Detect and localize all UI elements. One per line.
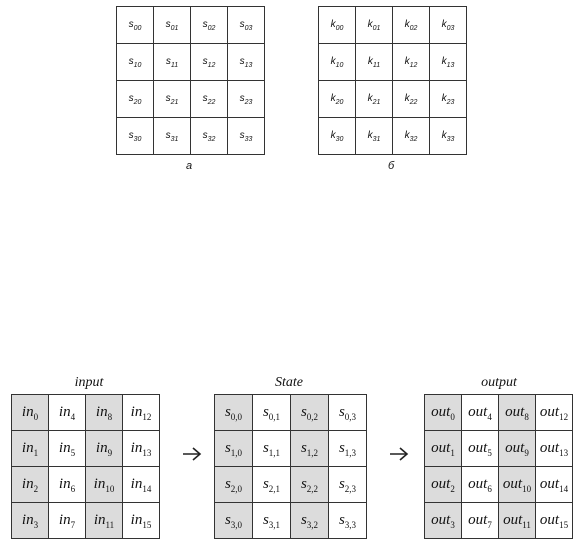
matrix-a-cell (117, 81, 154, 118)
cell-symbol: s (262, 511, 269, 528)
matrix-b-cell (356, 44, 393, 81)
cell-index: 1,1 (268, 447, 281, 458)
output-cell (462, 503, 499, 539)
matrix-row (12, 431, 160, 467)
cell-index: 10 (105, 483, 115, 494)
input-cell (123, 431, 160, 467)
cell-symbol: k (367, 129, 373, 141)
output-cell (462, 431, 499, 467)
cell-symbol: out (503, 511, 523, 528)
matrix-row (425, 503, 573, 539)
matrix-row (215, 503, 367, 539)
input-cell (86, 467, 123, 503)
matrix-b-cell (356, 81, 393, 118)
cell-index: 12 (559, 411, 569, 422)
cell-index: 15 (142, 519, 152, 530)
cell-symbol: k (367, 92, 373, 104)
matrix-a-cell (154, 81, 191, 118)
matrix-row (319, 44, 467, 81)
cell-symbol: s (224, 403, 231, 420)
cell-symbol: s (128, 92, 134, 104)
matrix-a-cell (117, 44, 154, 81)
input-cell (123, 503, 160, 539)
cell-index: 13 (142, 447, 152, 458)
input-cell (12, 431, 49, 467)
cell-symbol: k (404, 55, 410, 67)
output-cell (536, 467, 573, 503)
cell-symbol: s (239, 55, 245, 67)
matrix-row (117, 44, 265, 81)
output-cell (425, 503, 462, 539)
cell-symbol: s (224, 439, 231, 456)
cell-index: 8 (107, 411, 113, 422)
cell-index: 15 (559, 519, 569, 530)
cell-symbol: s (239, 129, 245, 141)
cell-index: 01 (372, 24, 381, 32)
matrix-a-cell (154, 44, 191, 81)
cell-symbol: in (95, 403, 108, 420)
cell-symbol: out (468, 439, 488, 456)
cell-index: 20 (335, 98, 344, 106)
input-cell (123, 395, 160, 431)
cell-index: 0 (33, 411, 39, 422)
state-cell (291, 431, 329, 467)
cell-index: 8 (524, 411, 529, 422)
output-cell (499, 467, 536, 503)
cell-symbol: s (300, 403, 307, 420)
state-cell (253, 503, 291, 539)
caption-b: б (388, 160, 395, 172)
cell-index: 30 (335, 135, 344, 143)
matrix-row (425, 431, 573, 467)
cell-symbol: k (441, 18, 447, 30)
cell-symbol: s (202, 129, 208, 141)
cell-symbol: in (21, 511, 34, 528)
matrix-b-cell (319, 81, 356, 118)
cell-index: 23 (446, 98, 455, 106)
cell-symbol: k (330, 55, 336, 67)
cell-symbol: s (128, 18, 134, 30)
cell-symbol: in (93, 511, 106, 528)
cell-symbol: out (431, 439, 451, 456)
input-cell (12, 503, 49, 539)
matrix-row (12, 467, 160, 503)
output-cell (425, 431, 462, 467)
state-cell (215, 395, 253, 431)
cell-index: 3,3 (344, 519, 357, 530)
matrix-row (425, 395, 573, 431)
cell-symbol: s (338, 403, 345, 420)
cell-index: 5 (487, 447, 492, 458)
cell-symbol: s (202, 18, 208, 30)
cell-symbol: k (441, 55, 447, 67)
cell-index: 10 (522, 483, 532, 494)
cell-symbol: k (330, 129, 336, 141)
cell-index: 4 (70, 411, 76, 422)
cell-index: 3,1 (268, 519, 281, 530)
matrix-b-cell (393, 118, 430, 155)
matrix-row (215, 431, 367, 467)
cell-symbol: s (262, 439, 269, 456)
cell-index: 14 (142, 483, 152, 494)
cell-index: 21 (170, 98, 179, 106)
matrix-a-cell (228, 44, 265, 81)
cell-index: 10 (335, 61, 344, 69)
cell-index: 00 (335, 24, 344, 32)
state-cell (215, 503, 253, 539)
output-cell (499, 395, 536, 431)
state-cell (253, 467, 291, 503)
output-cell (499, 503, 536, 539)
state-cell (291, 467, 329, 503)
cell-index: 13 (559, 447, 569, 458)
cell-index: 12 (142, 411, 152, 422)
cell-symbol: s (128, 55, 134, 67)
cell-index: 1 (450, 447, 455, 458)
matrix-row (319, 118, 467, 155)
cell-index: 13 (446, 61, 455, 69)
output-cell (536, 431, 573, 467)
input-cell (86, 503, 123, 539)
cell-symbol: in (58, 511, 71, 528)
cell-symbol: s (165, 18, 171, 30)
cell-symbol: out (431, 511, 451, 528)
input-cell (49, 395, 86, 431)
input-cell (12, 395, 49, 431)
cell-index: 12 (409, 61, 418, 69)
cell-symbol: s (262, 475, 269, 492)
matrix-a-cell (228, 81, 265, 118)
cell-symbol: k (367, 55, 373, 67)
cell-index: 5 (70, 447, 76, 458)
output-cell (499, 431, 536, 467)
cell-index: 0 (450, 411, 455, 422)
cell-symbol: k (404, 129, 410, 141)
cell-index: 11 (170, 61, 179, 69)
state-cell (329, 467, 367, 503)
cell-index: 4 (487, 411, 492, 422)
state-cell (215, 431, 253, 467)
cell-index: 0,3 (344, 411, 357, 422)
state-title: State (275, 375, 303, 390)
cell-index: 3,0 (230, 519, 243, 530)
matrix-b-cell (393, 7, 430, 44)
matrix-a-cell (228, 118, 265, 155)
cell-symbol: s (239, 92, 245, 104)
cell-index: 3,2 (306, 519, 319, 530)
input-cell (86, 395, 123, 431)
matrix-a-cell (154, 118, 191, 155)
cell-symbol: s (165, 92, 171, 104)
output-cell (425, 467, 462, 503)
matrix-b-cell (356, 7, 393, 44)
input-cell (123, 467, 160, 503)
caption-a: а (186, 160, 193, 172)
cell-index: 6 (487, 483, 492, 494)
state-cell (329, 431, 367, 467)
cell-symbol: in (130, 475, 143, 492)
cell-index: 14 (559, 483, 569, 494)
cell-index: 00 (133, 24, 142, 32)
matrix-b-cell (319, 118, 356, 155)
cell-symbol: in (58, 403, 71, 420)
cell-index: 31 (170, 135, 179, 143)
output-cell (462, 467, 499, 503)
input-cell (12, 467, 49, 503)
cell-index: 2,0 (230, 483, 243, 494)
cell-index: 23 (244, 98, 253, 106)
matrix-a-cell (191, 44, 228, 81)
cell-symbol: in (130, 511, 143, 528)
matrix-b (318, 6, 467, 155)
cell-index: 9 (524, 447, 529, 458)
matrix-a-cell (191, 118, 228, 155)
right-arrow-icon (389, 446, 409, 462)
cell-symbol: k (441, 129, 447, 141)
cell-index: 9 (107, 447, 113, 458)
matrix-b-cell (356, 118, 393, 155)
cell-index: 31 (372, 135, 381, 143)
input-cell (86, 431, 123, 467)
cell-index: 3 (33, 519, 39, 530)
cell-index: 22 (207, 98, 216, 106)
matrix-row (12, 503, 160, 539)
cell-index: 1 (33, 447, 39, 458)
matrix-a-cell (228, 7, 265, 44)
cell-symbol: s (300, 439, 307, 456)
cell-index: 2 (450, 483, 455, 494)
cell-symbol: in (95, 439, 108, 456)
matrix-a-cell (191, 81, 228, 118)
input-title: input (74, 375, 104, 390)
cell-symbol: out (468, 475, 488, 492)
matrix-row (319, 7, 467, 44)
matrix-b-cell (319, 7, 356, 44)
cell-symbol: out (431, 403, 451, 420)
cell-symbol: out (431, 475, 451, 492)
cell-index: 0,2 (306, 411, 319, 422)
state-matrix (214, 394, 367, 539)
matrix-a (116, 6, 265, 155)
cell-index: 10 (133, 61, 142, 69)
cell-symbol: out (539, 475, 560, 492)
matrix-b-cell (430, 44, 467, 81)
matrix-b-cell (430, 81, 467, 118)
state-cell (253, 431, 291, 467)
cell-index: 03 (446, 24, 455, 32)
output-cell (425, 395, 462, 431)
cell-symbol: k (330, 92, 336, 104)
cell-index: 32 (207, 135, 216, 143)
state-cell (329, 503, 367, 539)
matrix-b-cell (430, 118, 467, 155)
output-cell (536, 395, 573, 431)
cell-symbol: out (505, 439, 525, 456)
state-cell (329, 395, 367, 431)
input-matrix (11, 394, 160, 539)
cell-index: 02 (409, 24, 418, 32)
cell-symbol: out (468, 511, 488, 528)
matrix-row (319, 81, 467, 118)
cell-symbol: in (58, 475, 71, 492)
cell-symbol: out (468, 403, 488, 420)
cell-index: 01 (170, 24, 179, 32)
cell-symbol: k (404, 92, 410, 104)
matrix-a-cell (117, 7, 154, 44)
cell-symbol: in (130, 403, 143, 420)
input-cell (49, 503, 86, 539)
cell-symbol: s (224, 475, 231, 492)
cell-index: 0,0 (230, 411, 243, 422)
cell-symbol: s (338, 475, 345, 492)
cell-symbol: k (330, 18, 336, 30)
cell-symbol: in (21, 475, 34, 492)
cell-symbol: in (21, 439, 34, 456)
state-cell (215, 467, 253, 503)
cell-symbol: s (165, 129, 171, 141)
matrix-row (117, 118, 265, 155)
right-arrow-icon (182, 446, 202, 462)
matrix-row (215, 467, 367, 503)
cell-index: 0,1 (268, 411, 281, 422)
matrix-b-cell (393, 81, 430, 118)
cell-index: 11 (105, 519, 115, 530)
cell-index: 1,3 (344, 447, 357, 458)
cell-symbol: in (93, 475, 106, 492)
cell-index: 13 (244, 61, 253, 69)
state-cell (291, 503, 329, 539)
input-cell (49, 467, 86, 503)
matrix-row (12, 395, 160, 431)
cell-symbol: s (239, 18, 245, 30)
cell-index: 33 (446, 135, 455, 143)
cell-index: 22 (409, 98, 418, 106)
cell-index: 2 (33, 483, 39, 494)
cell-symbol: s (338, 439, 345, 456)
cell-symbol: s (224, 511, 231, 528)
cell-symbol: s (338, 511, 345, 528)
matrix-row (117, 81, 265, 118)
matrix-row (215, 395, 367, 431)
matrix-row (117, 7, 265, 44)
output-cell (536, 503, 573, 539)
cell-symbol: in (130, 439, 143, 456)
cell-index: 11 (522, 519, 531, 530)
cell-symbol: out (502, 475, 523, 492)
cell-index: 20 (133, 98, 142, 106)
cell-index: 33 (244, 135, 253, 143)
cell-symbol: s (128, 129, 134, 141)
cell-index: 12 (207, 61, 216, 69)
state-cell (291, 395, 329, 431)
matrix-a-cell (191, 7, 228, 44)
matrix-a-cell (117, 118, 154, 155)
input-cell (49, 431, 86, 467)
cell-symbol: s (300, 511, 307, 528)
cell-symbol: in (58, 439, 71, 456)
output-matrix (424, 394, 573, 539)
cell-index: 21 (372, 98, 381, 106)
cell-symbol: k (404, 18, 410, 30)
cell-symbol: out (539, 511, 560, 528)
cell-index: 1,2 (306, 447, 319, 458)
cell-symbol: out (539, 403, 560, 420)
cell-index: 30 (133, 135, 142, 143)
cell-index: 2,1 (268, 483, 281, 494)
cell-index: 2,2 (306, 483, 319, 494)
cell-symbol: s (202, 55, 208, 67)
cell-symbol: in (21, 403, 34, 420)
cell-symbol: s (202, 92, 208, 104)
cell-index: 6 (70, 483, 76, 494)
cell-symbol: s (300, 475, 307, 492)
cell-index: 7 (70, 519, 76, 530)
matrix-row (425, 467, 573, 503)
cell-symbol: s (262, 403, 269, 420)
matrix-b-cell (319, 44, 356, 81)
cell-symbol: out (505, 403, 525, 420)
cell-symbol: s (165, 55, 171, 67)
cell-symbol: k (367, 18, 373, 30)
output-title: output (481, 375, 517, 390)
state-cell (253, 395, 291, 431)
cell-index: 02 (207, 24, 216, 32)
cell-index: 1,0 (230, 447, 243, 458)
cell-index: 3 (450, 519, 455, 530)
output-cell (462, 395, 499, 431)
cell-index: 32 (409, 135, 418, 143)
cell-symbol: out (539, 439, 560, 456)
cell-index: 03 (244, 24, 253, 32)
cell-index: 7 (487, 519, 492, 530)
matrix-b-cell (393, 44, 430, 81)
matrix-b-cell (430, 7, 467, 44)
cell-symbol: k (441, 92, 447, 104)
cell-index: 11 (372, 61, 381, 69)
cell-index: 2,3 (344, 483, 357, 494)
matrix-a-cell (154, 7, 191, 44)
